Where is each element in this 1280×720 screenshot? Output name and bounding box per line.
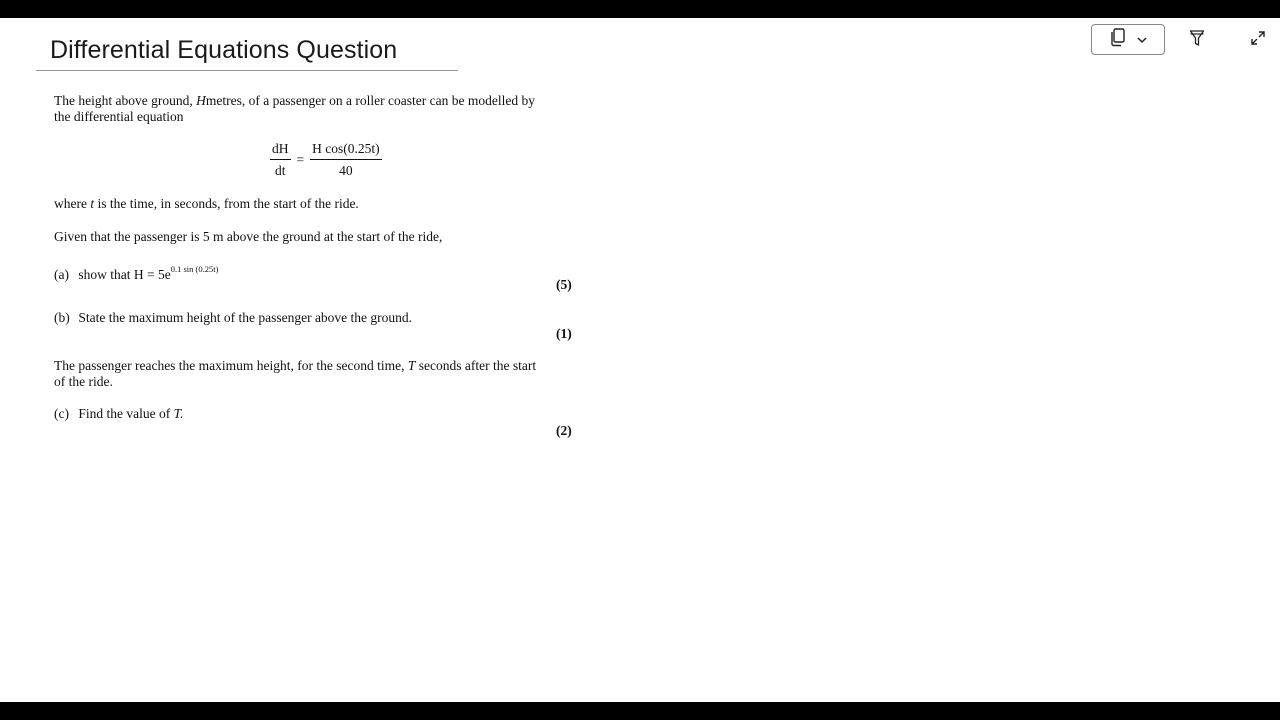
- intro-text-a: The height above ground,: [54, 93, 197, 108]
- copy-icon: [1109, 27, 1127, 52]
- copy-button[interactable]: [1091, 24, 1165, 55]
- part-b-label: (b): [54, 310, 70, 325]
- equals-sign: =: [296, 152, 305, 167]
- differential-equation: [270, 141, 382, 179]
- lhs-denominator: dt: [274, 163, 286, 178]
- expand-button[interactable]: [1246, 28, 1270, 52]
- part-a-label: (a): [54, 267, 69, 282]
- second-max-paragraph: [54, 358, 569, 390]
- part-c-label: (c): [54, 406, 69, 421]
- part-a-text: show that H = 5e: [78, 267, 171, 282]
- expand-icon: [1250, 30, 1266, 51]
- part-c-text: Find the value of: [78, 406, 174, 421]
- intro-text-line2: the differential equation: [54, 109, 184, 124]
- top-letterbox-bar: [0, 0, 1280, 18]
- intro-text-b: metres, of a passenger on a roller coaster can be modelled by: [205, 93, 535, 108]
- second-text-line2: of the ride.: [54, 374, 113, 389]
- intro-var-h: H: [196, 93, 206, 108]
- lhs-fraction: [270, 141, 291, 179]
- part-b-marks: (1): [556, 326, 572, 341]
- part-a: [54, 261, 569, 283]
- where-sentence: [54, 196, 569, 212]
- part-b: [54, 310, 569, 326]
- part-a-marks: (5): [556, 277, 572, 292]
- where-text-b: is the time, in seconds, from the start of the ride.: [94, 196, 359, 211]
- part-a-exponent: 0.1 sin (0.25t): [170, 264, 219, 274]
- given-sentence: Given that the passenger is 5 m above the ground at the start of the ride,: [54, 229, 443, 244]
- where-text-a: where: [54, 196, 91, 211]
- part-b-text: State the maximum height of the passenger above the ground.: [78, 310, 413, 325]
- rhs-denominator: 40: [339, 163, 353, 178]
- filter-button[interactable]: [1185, 28, 1209, 52]
- page-title: Differential Equations Question: [50, 36, 398, 64]
- bottom-letterbox-bar: [0, 702, 1280, 720]
- second-var-t: T: [407, 358, 416, 373]
- rhs-numerator: H cos(0.25t): [310, 141, 382, 160]
- second-text-b: seconds after the start: [415, 358, 537, 373]
- second-text-a: The passenger reaches the maximum height, for the second time,: [54, 358, 408, 373]
- part-c: [54, 406, 569, 422]
- title-divider: [36, 70, 458, 71]
- lhs-numerator: dH: [270, 141, 291, 160]
- part-c-marks: (2): [556, 423, 572, 438]
- filter-icon: [1189, 29, 1205, 52]
- part-c-var-t: T.: [173, 406, 184, 421]
- chevron-down-icon[interactable]: [1137, 31, 1147, 49]
- intro-paragraph: [54, 93, 569, 125]
- rhs-fraction: [310, 141, 382, 179]
- where-var-t: t: [90, 196, 95, 211]
